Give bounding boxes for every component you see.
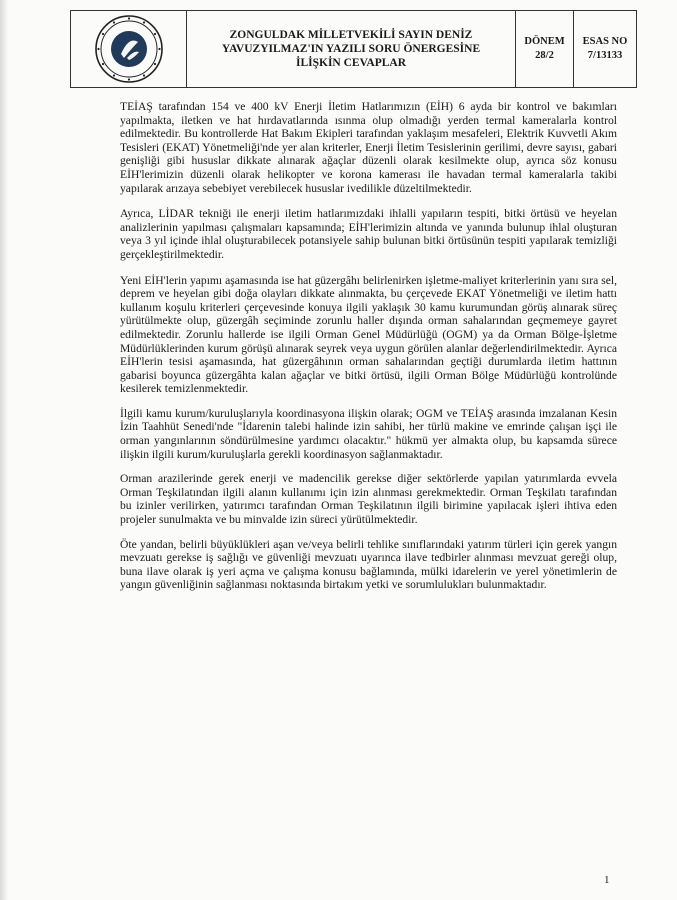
document-header [70,10,637,88]
body-paragraph [120,538,617,592]
donem-cell [516,11,574,87]
document-body [120,100,617,603]
body-paragraph [120,207,617,261]
paragraph-line: tarafından bu izinler verilirken, yatırımcı tarafından Orman Teşkilatının ilgili birimine yapılacak işleri [120,485,617,513]
paragraph-line: Kuvvetli Akım Tesisleri (EKAT) Yönetmeliği'nde yer alan kriterler, Enerji İletim Tesislerinin [120,127,617,154]
esas-no-cell [574,11,636,87]
paragraph-line: ihlal oluşturan veya 3 yıl içinde ihlal oluşturabilecek potansiyele sahip bulunan bitki örtüsünün [120,220,617,248]
paragraph-line: Yeni EİH'lerin yapımı aşamasında ise hat güzergâhı belirlenirken işletme-maliyet kriterlerinin [120,273,556,287]
paragraph-line: kesilmekte olup, ayrıca söz konusu EİH'lerimizin düzenli olarak helikopter ve korona kamerası ile [120,154,617,181]
title-line: ZONGULDAK MİLLETVEKİLİ SAYIN DENİZ [229,29,473,41]
ministry-logo [71,11,187,87]
paragraph-line: tespiti yapılarak temizliği gerçekleştirilmektedir. [120,234,617,261]
body-paragraph [120,100,617,195]
paragraph-line: edilmektedir. Bu kontrollerde Hat Bakım Ekipleri tarafından yaklaşım mesafeleri, Elektrik [120,127,544,141]
paragraph-line: veya uygun görülen alanlar değerlendirilmektedir. Ayrıca EİH'lerin tesisi aşamasında, hat [120,341,617,369]
paragraph-line: gereği olup, buna ilave olarak iş yeri açma ve çalışma konusu bağlamında, mülki idarelerin ve yerel [120,551,617,578]
paragraph-line: kurumundan görüş alınarak süreç yürütülmekte olup, güzergâh seçiminde zorunlu haller dışında [120,300,618,328]
paragraph-line: Yönetmeliği ve iletim hattı kullanım koşulu kriterleri çerçevesinde konuya ilgili yaklaşık 30 kamu [120,287,618,314]
page-number: 1 [604,874,610,886]
paragraph-line: bulunmaktadır. [476,578,547,592]
paragraph-line: Müdürlüğü (OGM) ya da Orman Bölge-İşletme Müdürlüklerinden kurum görüşü alınarak seyrek [120,327,617,355]
paragraph-line: düzeltilmektedir. [393,181,472,195]
paragraph-line: temizlenmektedir. [164,382,249,396]
ministry-seal-icon [94,14,164,84]
paragraph-line: orman sahalarından geçmemeye gayret edilmektedir. Zorunlu hallerde ise ilgili Orman Genel [120,314,618,341]
paragraph-line: yapılmakta, iletken ve hat hırdavatlarında ısınma olup olmadığı yerden termal kameralarla kontrol [120,113,617,127]
paragraph-line: TEİAŞ tarafından 154 ve 400 kV Enerji İletim Hatlarımızın (EİH) 6 ayda bir kontrol ve bakımları [120,100,617,113]
title-line: YAVUZYILMAZ'IN YAZILI SORU ÖNERGESİNE [221,43,481,55]
title-line: İLİŞKİN CEVAPLAR [295,57,407,69]
paragraph-line: Öte yandan, belirli büyüklükleri aşan ve/veya belirli tehlike sınıflarındaki yatırım türleri için gerek [120,537,583,551]
body-paragraph [120,407,617,461]
paragraph-line: kalan ağaçlar ve bitki örtüsü, ilgili Orman Bölge Müdürlüğü kontrolünde kesilerek [120,368,617,396]
paragraph-line: imzalanan Kesin İzin Taahhüt Senedi'nde "İdarenin talebi halinde izin sahibi, her türlü makine [120,406,617,434]
paragraph-line: havadan termal kameralarla takibi yapılarak arızaya sebebiyet verebilecek hususlar ivedilikle [120,167,617,195]
paragraph-line: İlgili kamu kurum/kuruluşlarıyla koordinasyona ilişkin olarak; OGM ve TEİAŞ arasında [120,406,536,420]
paragraph-line: yanı sıra sel, deprem ve heyelan gibi doğa olayları dikkate alınmakta, bu çerçevede EKAT [120,273,617,301]
donem-label: DÖNEM [524,36,565,47]
paragraph-line: ihtiva eden projeler sunulmakta ve bu minvalde izin süreci yürütülmektedir. [120,499,618,527]
body-paragraph [120,274,617,396]
paragraph-line: Orman arazilerinde gerek enerji ve madencilik gerekse diğer sektörlerde yapılan yatırımlarda evvela [120,472,617,486]
paragraph-line: yangın mevzuatı gerekse iş sağlığı ve güvenliği mevzuatı uyarınca ilave tedbirler alınması mevzuat [120,537,618,565]
paragraph-line: ve emrinde çalışan işçi ile orman yangınlarının söndürülmesine yardımcı olacaktır." hükmü yer [120,420,617,448]
paragraph-line: Ayrıca, LİDAR tekniği ile enerji iletim hatlarımızdaki ihlalli yapıların tespiti, bitki örtüsü ve [120,207,576,221]
body-paragraph [120,472,617,526]
paragraph-line: Orman Teşkilatından ilgili alanın kullanımı için izin alınması gerekmektedir. Orman Teşkilatı [120,485,566,499]
esas-no-label: ESAS NO [582,36,628,47]
esas-no-value: 7/13133 [587,50,623,61]
paragraph-line: almakta olup, bu kapsamda sürece ilişkin ilgili kurum/kuruluşlarla gerekli koordinasyon [120,434,617,461]
document-title [187,11,516,87]
donem-value: 28/2 [535,50,554,61]
paragraph-line: sağlanmaktadır. [369,447,443,461]
paragraph-line: yönetimlerin de yangın güvenliğinin sağlanması noktasında birtakım yetki ve sorumlulukları [120,564,617,592]
paragraph-line: heyelan analizlerinin yapılması çalışmaları kapsamında; EİH'lerimizin altında ve yanında bulunup [120,207,617,234]
page-edge-shadow [0,0,8,900]
paragraph-line: güzergâhının orman sahalarından geçtiği durumlarda iletim hattının gabarisi boyunca güzergâhta [120,355,617,382]
paragraph-line: gerilimi, devre sayısı, gabari genişliği gibi hususlar dikkate alınarak ağaçlar düzenli olarak [120,140,617,168]
